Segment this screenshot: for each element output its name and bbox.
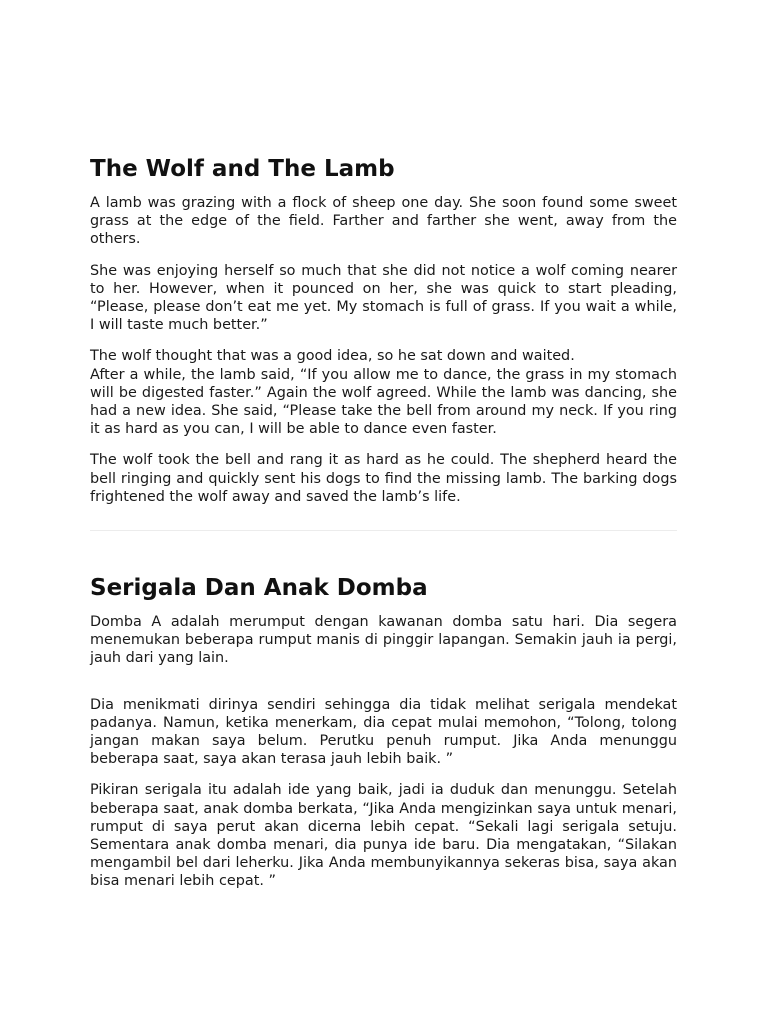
english-paragraph-3	[90, 347, 677, 438]
english-paragraph-4: The wolf took the bell and rang it as hard as he could. The shepherd heard the bell ringing and quickly sent his dogs to find the missing lamb. The barking dogs frightened the wolf away and saved the lamb’s life.	[90, 452, 677, 505]
english-paragraph-1: A lamb was grazing with a flock of sheep one day. She soon found some sweet grass at the edge of the field. Farther and farther she went, away from the others.	[90, 195, 677, 248]
english-paragraph-3-line-2: After a while, the lamb said, “If you allow me to dance, the grass in my stomach will be digested faster.” Again the wolf agreed. While the lamb was dancing, she had a new idea. She said, “Please take the bell from around my neck. If you ring it as hard as you can, I will be able to dance even faster.	[90, 366, 677, 438]
indonesian-story-title: Serigala Dan Anak Domba	[90, 575, 428, 601]
english-paragraph-2: She was enjoying herself so much that she did not notice a wolf coming nearer to her. However, when it pounced on her, she was quick to start pleading, “Please, please don’t eat me yet. My stomach is full of grass. If you wait a while, I will taste much better.”	[90, 262, 677, 334]
english-story-title: The Wolf and The Lamb	[90, 156, 395, 182]
indonesian-paragraph-3: Pikiran serigala itu adalah ide yang baik, jadi ia duduk dan menunggu. Setelah beberapa saat, anak domba berkata, “Jika Anda mengizinkan saya untuk menari, rumput di saya perut akan dicerna lebih cepat. “Sekali lagi serigala setuju. Sementara anak domba menari, dia punya ide baru. Dia mengatakan, “Silakan mengambil bel dari leherku. Jika Anda membunyikannya sekeras bisa, saya akan bisa menari lebih cepat. ”	[90, 782, 677, 890]
section-divider	[90, 530, 677, 531]
indonesian-story	[90, 573, 677, 904]
indonesian-paragraph-1: Domba A adalah merumput dengan kawanan domba satu hari. Dia segera menemukan beberapa rumput manis di pinggir lapangan. Semakin jauh ia pergi, jauh dari yang lain.	[90, 614, 677, 667]
english-story	[90, 154, 677, 519]
english-paragraph-3-line-1: The wolf thought that was a good idea, so he sat down and waited.	[90, 348, 575, 365]
indonesian-paragraph-2: Dia menikmati dirinya sendiri sehingga dia tidak melihat serigala mendekat padanya. Namun, ketika menerkam, dia cepat mulai memohon, “Tolong, tolong jangan makan saya belum. Perutku penuh rumput. Jika Anda menunggu beberapa saat, saya akan terasa jauh lebih baik. ”	[90, 696, 677, 768]
